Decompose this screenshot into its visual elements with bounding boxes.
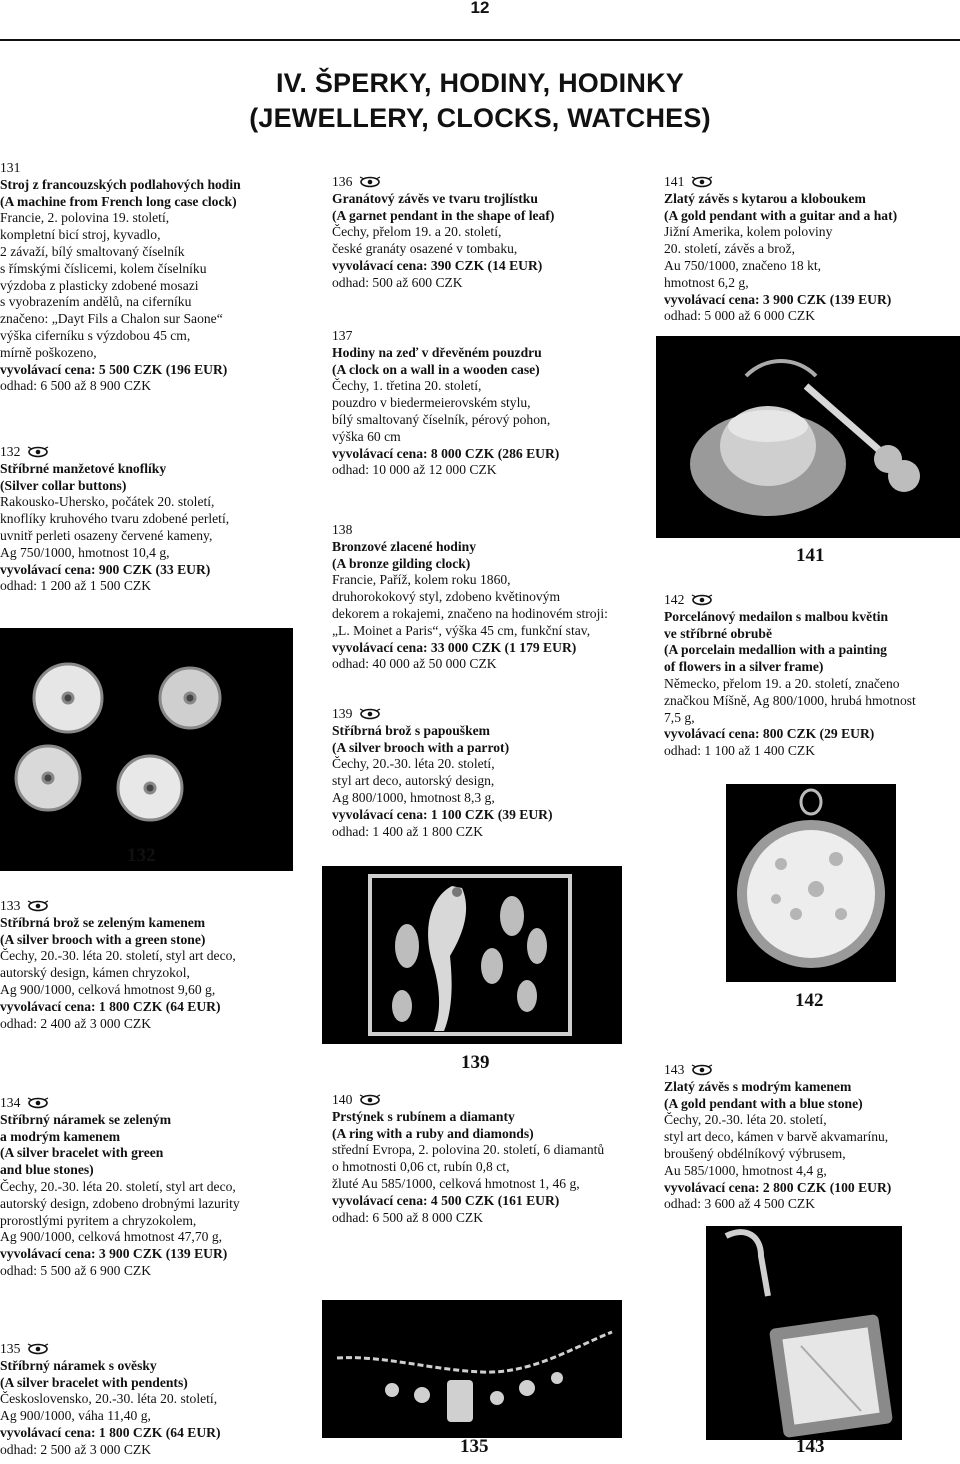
eye-icon [358, 708, 382, 720]
caption-143: 143 [796, 1436, 825, 1457]
lot-136 [332, 174, 632, 292]
caption-135: 135 [460, 1436, 489, 1457]
eye-icon [358, 1094, 382, 1106]
lot-description: Německo, přelom 19. a 20. století, značeno značkou Míšně, Ag 800/1000, hrubá hmotnost 7,5 g, [664, 675, 916, 725]
lot-estimate: odhad: 3 600 až 4 500 CZK [664, 1196, 816, 1212]
lot-description: Čechy, přelom 19. a 20. století, české granáty osazené v tombaku, [332, 224, 518, 257]
lot-starting-price: vyvolávací cena: 1 800 CZK (64 EUR) [0, 998, 221, 1014]
lot-description: Čechy, 20.-30. léta 20. století, styl art deco, autorský design, Ag 800/1000, hmotnost 8,3 g, [332, 756, 495, 805]
caption-142: 142 [795, 990, 824, 1011]
lot-number: 131 [0, 160, 21, 175]
eye-icon [26, 900, 50, 912]
photo-blue-stone-pendant [706, 1226, 902, 1440]
lot-title: Stříbrný náramek s ověsky (A silver bracelet with pendents) [0, 1357, 188, 1390]
eye-icon [358, 176, 382, 188]
guitar-hat-pendant-image [656, 336, 960, 538]
lot-estimate: odhad: 1 400 až 1 800 CZK [332, 823, 484, 839]
lot-estimate: odhad: 6 500 až 8 900 CZK [0, 378, 152, 394]
lot-starting-price: vyvolávací cena: 900 CZK (33 EUR) [0, 561, 211, 577]
lot-estimate: odhad: 5 000 až 6 000 CZK [664, 308, 816, 324]
photo-porcelain-medallion [726, 784, 896, 982]
eye-icon [690, 176, 714, 188]
caption-141: 141 [796, 545, 825, 566]
photo-bracelet-pendants [322, 1300, 622, 1438]
lot-138 [332, 522, 632, 673]
photo-cufflinks [0, 628, 293, 871]
lot-starting-price: vyvolávací cena: 1 800 CZK (64 EUR) [0, 1424, 221, 1440]
parrot-brooch-image [322, 866, 622, 1044]
lot-description: Československo, 20.-30. léta 20. století, Ag 900/1000, váha 11,40 g, [0, 1391, 218, 1424]
lot-number-row [0, 1341, 300, 1358]
lot-number: 138 [332, 522, 353, 537]
lot-estimate: odhad: 40 000 až 50 000 CZK [332, 656, 497, 672]
lot-title: Porcelánový medailon s malbou květin ve stříbrné obrubě (A porcelain medallion with a painting of flowers in a silver frame) [664, 608, 889, 675]
lot-title: Zlatý závěs s kytarou a kloboukem (A gold pendant with a guitar and a hat) [664, 190, 898, 223]
lot-description: Čechy, 1. třetina 20. století, pouzdro v biedermeierovském stylu, bílý smaltovaný číselník, pérový pohon, výška 60 cm [332, 378, 551, 444]
lot-starting-price: vyvolávací cena: 390 CZK (14 EUR) [332, 257, 543, 273]
section-title-en: (JEWELLERY, CLOCKS, WATCHES) [249, 103, 711, 133]
lot-title: Stříbrná brož se zeleným kamenem (A silver brooch with a green stone) [0, 914, 206, 947]
lot-number: 143 [664, 1062, 685, 1077]
lot-number-row [332, 522, 632, 539]
lot-starting-price: vyvolávací cena: 1 100 CZK (39 EUR) [332, 806, 553, 822]
section-title [200, 66, 760, 136]
caption-132: 132 [127, 845, 156, 866]
lot-number-row [332, 174, 632, 191]
lot-starting-price: vyvolávací cena: 2 800 CZK (100 EUR) [664, 1179, 892, 1195]
lot-number: 142 [664, 592, 685, 607]
lot-estimate: odhad: 5 500 až 6 900 CZK [0, 1262, 152, 1278]
lot-title: Bronzové zlacené hodiny (A bronze gilding clock) [332, 538, 476, 571]
page-number: 12 [470, 0, 490, 17]
lot-starting-price: vyvolávací cena: 5 500 CZK (196 EUR) [0, 361, 228, 377]
lot-140 [332, 1092, 632, 1226]
lot-number: 134 [0, 1095, 21, 1110]
lot-143 [664, 1062, 960, 1213]
eye-icon [26, 1343, 50, 1355]
lot-estimate: odhad: 500 až 600 CZK [332, 274, 463, 290]
lot-number: 133 [0, 898, 21, 913]
lot-title: Stříbrné manžetové knoflíky (Silver collar buttons) [0, 460, 167, 493]
lot-number-row [664, 174, 960, 191]
eye-icon [26, 446, 50, 458]
lot-title: Stříbrná brož s papouškem (A silver brooch with a parrot) [332, 722, 510, 755]
lot-description: Čechy, 20.-30. léta 20. století, styl art deco, autorský design, kámen chryzokol, Ag 900/1000, celková hmotnost 9,60 g, [0, 948, 236, 997]
lot-139 [332, 706, 632, 840]
lot-number-row [664, 592, 960, 609]
photo-guitar-hat-pendant [656, 336, 960, 538]
lot-number: 141 [664, 174, 685, 189]
lot-title: Stříbrný náramek se zeleným a modrým kamenem (A silver bracelet with green and blue stones) [0, 1111, 172, 1178]
lot-starting-price: vyvolávací cena: 800 CZK (29 EUR) [664, 726, 875, 742]
lot-number: 139 [332, 706, 353, 721]
blue-stone-pendant-image [706, 1226, 902, 1440]
lot-estimate: odhad: 2 500 až 3 000 CZK [0, 1441, 152, 1457]
lot-133 [0, 898, 300, 1032]
lot-number-row [0, 898, 300, 915]
lot-number: 140 [332, 1092, 353, 1107]
lot-number: 135 [0, 1341, 21, 1356]
section-title-cz: IV. ŠPERKY, HODINY, HODINKY [275, 68, 684, 98]
lot-131 [0, 160, 300, 395]
lot-description: Čechy, 20.-30. léta 20. století, styl art deco, kámen v barvě akvamarínu, broušený obdélníkový výbrusem, Au 585/1000, hmotnost 4,4 g, [664, 1112, 889, 1178]
lot-141 [664, 174, 960, 325]
lot-132 [0, 444, 300, 595]
lot-estimate: odhad: 1 200 až 1 500 CZK [0, 578, 152, 594]
lot-estimate: odhad: 10 000 až 12 000 CZK [332, 462, 497, 478]
photo-parrot-brooch [322, 866, 622, 1044]
lot-description: Rakousko-Uhersko, počátek 20. století, knoflíky kruhového tvaru zdobené perletí, uvnitř perleti osazeny červené kameny, Ag 750/1000, hmotnost 10,4 g, [0, 494, 230, 560]
lot-number-row [332, 706, 632, 723]
header-rule [0, 39, 960, 41]
lot-number-row [332, 1092, 632, 1109]
eye-icon [690, 1064, 714, 1076]
cufflinks-image [0, 628, 293, 871]
lot-description: Čechy, 20.-30. léta 20. století, styl art deco, autorský design, zdobeno drobnými lazurity prorostlými pyritem a chryzokolem, Ag 900/1000, celková hmotnost 47,70 g, [0, 1178, 240, 1245]
lot-description: Francie, 2. polovina 19. století, kompletní bicí stroj, kyvadlo, 2 závaží, bílý smaltovaný číselník s římskými číslicemi, kolem číselníku výzdoba z plasticky zdobené mosazi s vyobrazením andělů, na ciferníku značeno: „Dayt Fils a Chalon sur Saone“ výška ciferníku s výzdobou 45 cm, mírně poškozeno, [0, 210, 223, 360]
eye-icon [26, 1097, 50, 1109]
lot-description: střední Evropa, 2. polovina 20. století, 6 diamantů o hmotnosti 0,06 ct, rubín 0,8 ct, žluté Au 585/1000, celková hmotnost 1, 46 g, [332, 1142, 605, 1191]
lot-137 [332, 328, 632, 479]
lot-number: 136 [332, 174, 353, 189]
lot-number: 137 [332, 328, 353, 343]
lot-description: Jižní Amerika, kolem poloviny 20. století, závěs a brož, Au 750/1000, značeno 18 kt, hmotnost 6,2 g, [664, 224, 833, 290]
lot-starting-price: vyvolávací cena: 3 900 CZK (139 EUR) [0, 1246, 228, 1262]
lot-number-row [664, 1062, 960, 1079]
eye-icon [690, 594, 714, 606]
lot-estimate: odhad: 2 400 až 3 000 CZK [0, 1015, 152, 1031]
lot-title: Granátový závěs ve tvaru trojlístku (A garnet pendant in the shape of leaf) [332, 190, 555, 223]
lot-starting-price: vyvolávací cena: 3 900 CZK (139 EUR) [664, 291, 892, 307]
lot-title: Hodiny na zeď v dřevěném pouzdru (A clock on a wall in a wooden case) [332, 344, 542, 377]
caption-139: 139 [461, 1052, 490, 1073]
lot-134 [0, 1095, 300, 1280]
lot-number-row [0, 160, 300, 177]
lot-starting-price: vyvolávací cena: 4 500 CZK (161 EUR) [332, 1192, 560, 1208]
lot-starting-price: vyvolávací cena: 33 000 CZK (1 179 EUR) [332, 639, 577, 655]
lot-number-row [0, 444, 300, 461]
lot-number: 132 [0, 444, 21, 459]
lot-135 [0, 1341, 300, 1459]
lot-estimate: odhad: 1 100 až 1 400 CZK [664, 743, 816, 759]
lot-starting-price: vyvolávací cena: 8 000 CZK (286 EUR) [332, 445, 560, 461]
lot-title: Zlatý závěs s modrým kamenem (A gold pendant with a blue stone) [664, 1078, 863, 1111]
lot-title: Prstýnek s rubínem a diamanty (A ring with a ruby and diamonds) [332, 1108, 534, 1141]
lot-title: Stroj z francouzských podlahových hodin (A machine from French long case clock) [0, 176, 241, 209]
bracelet-pendants-image [322, 1300, 622, 1438]
lot-estimate: odhad: 6 500 až 8 000 CZK [332, 1209, 484, 1225]
lot-description: Francie, Paříž, kolem roku 1860, druhorokokový styl, zdobeno květinovým dekorem a rokajemi, značeno na hodinovém stroji: „L. Moinet a Paris“, výška 45 cm, funkční stav, [332, 572, 608, 638]
lot-number-row [0, 1095, 300, 1112]
lot-number-row [332, 328, 632, 345]
lot-142 [664, 592, 960, 760]
porcelain-medallion-image [726, 784, 896, 982]
